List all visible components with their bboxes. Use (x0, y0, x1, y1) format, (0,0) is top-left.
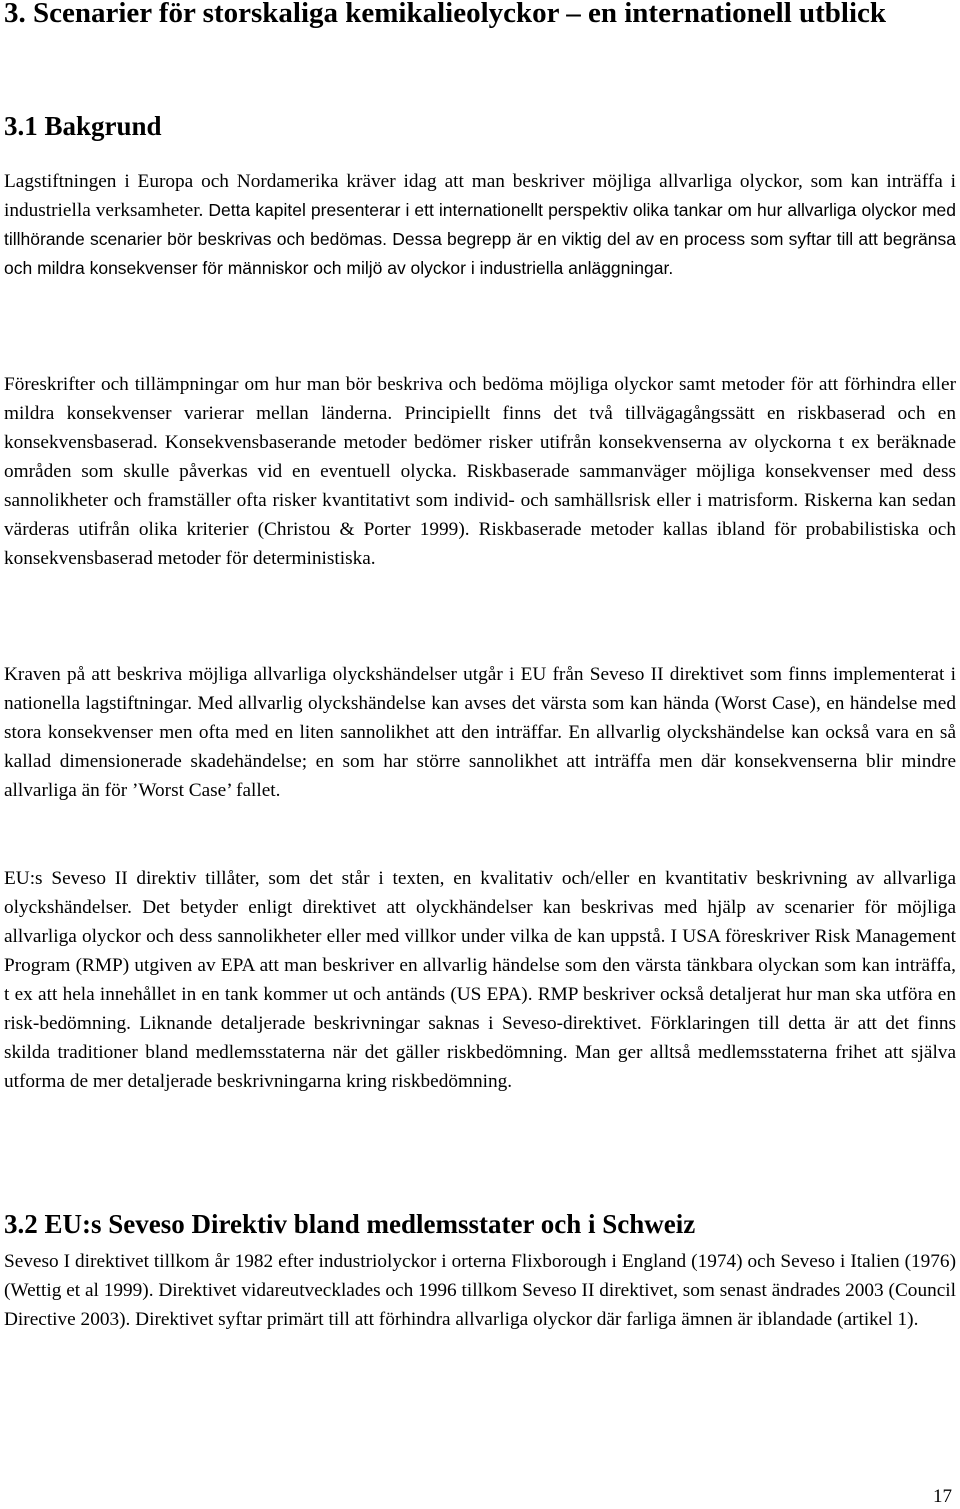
paragraph-3: Kraven på att beskriva möjliga allvarliga olyckshändelser utgår i EU från Seveso II direktivet som finns implementerat i nationella lagstiftningar. Med allvarlig olyckshändelse kan avses det värsta som kan hända (Worst Case), en händelse med stora konsekvenser men ofta med en liten sannolikhet att den inträffar. En allvarlig olyckshändelse kan också vara en så kallad dimensionerade skadehändelse; en som har större sannolikhet att inträffa men där konsekvenserna blir mindre allvarliga än för ’Worst Case’ fallet. (4, 664, 956, 801)
paragraph-1-part-a: Lagstiftningen i Europa och Nordamerika kräver idag att man beskriver möjliga allvarliga olyckor, som kan inträffa i industriella verksamheter. (4, 171, 956, 221)
paragraph-1 (4, 167, 956, 283)
section-heading-bakgrund: 3.1 Bakgrund (4, 111, 162, 141)
paragraph-4: EU:s Seveso II direktiv tillåter, som det står i texten, en kvalitativ och/eller en kvantitativ beskrivning av allvarliga olyckshändelser. Det betyder enligt direktivet att olyckhändelser kan beskrivas med hjälp av scenarier för möjliga allvarliga olyckor och dess sannolikheter eller med villkor under vilka de kan uppstå. I USA föreskriver Risk Management Program (RMP) utgiven av EPA att man beskriver en allvarlig händelse som den värsta tänkbara olyckan som kan inträffa, t ex att hela innehållet in en tank kommer ut och antänds (US EPA). RMP beskriver också detaljerat hur man ska utföra en risk-bedömning. Liknande detaljerade beskrivningar saknas i Seveso-direktivet. Förklaringen till detta är att det finns skilda traditioner bland medlemsstaterna när det gäller riskbedömning. Man ger alltså medlemsstaterna frihet att själva utforma de mer detaljerade beskrivningarna kring riskbedömning. (4, 868, 956, 1092)
paragraph-2: Föreskrifter och tillämpningar om hur man bör beskriva och bedöma möjliga olyckor samt metoder för att förhindra eller mildra konsekvenser varierar mellan länderna. Principiellt finns det två tillvägagångssätt en riskbaserad och en konsekvensbaserad. Konsekvensbaserande metoder bedömer risker utifrån konsekvenserna av olyckorna t ex beräknade områden som skulle påverkas vid en eventuell olycka. Riskbaserade sammanväger möjliga konsekvenser med dess sannolikheter och framställer ofta risker kvantitativt som individ- och samhällsrisk eller i matrisform. Riskerna kan sedan värderas utifrån olika kriterier (Christou & Porter 1999). Riskbaserade metoder kallas ibland för probabilistiska och konsekvensbaserad metoder för deterministiska. (4, 374, 956, 569)
section-heading-seveso: 3.2 EU:s Seveso Direktiv bland medlemsstater och i Schweiz (4, 1209, 696, 1239)
paragraph-5: Seveso I direktivet tillkom år 1982 efter industriolyckor i orterna Flixborough i England (1974) och Seveso i Italien (1976) (Wettig et al 1999). Direktivet vidareutvecklades och 1996 tillkom Seveso II direktivet, som senast ändrades 2003 (Council Directive 2003). Direktivet syftar primärt till att förhindra allvarliga olyckor där farliga ämnen är iblandade (artikel 1). (4, 1251, 956, 1330)
chapter-title: 3. Scenarier för storskaliga kemikalieolyckor – en internationell utblick (4, 0, 887, 29)
page-number: 17 (933, 1486, 952, 1507)
paragraph-1-part-b: Detta kapitel presenterar i ett internationellt perspektiv olika tankar om hur allvarliga olyckor med tillhörande scenarier bör beskrivas och bedömas. Dessa begrepp är en viktig del av en process som syftar till att begränsa och mildra konsekvenser för människor och miljö av olyckor i industriella anläggningar. (4, 200, 956, 278)
